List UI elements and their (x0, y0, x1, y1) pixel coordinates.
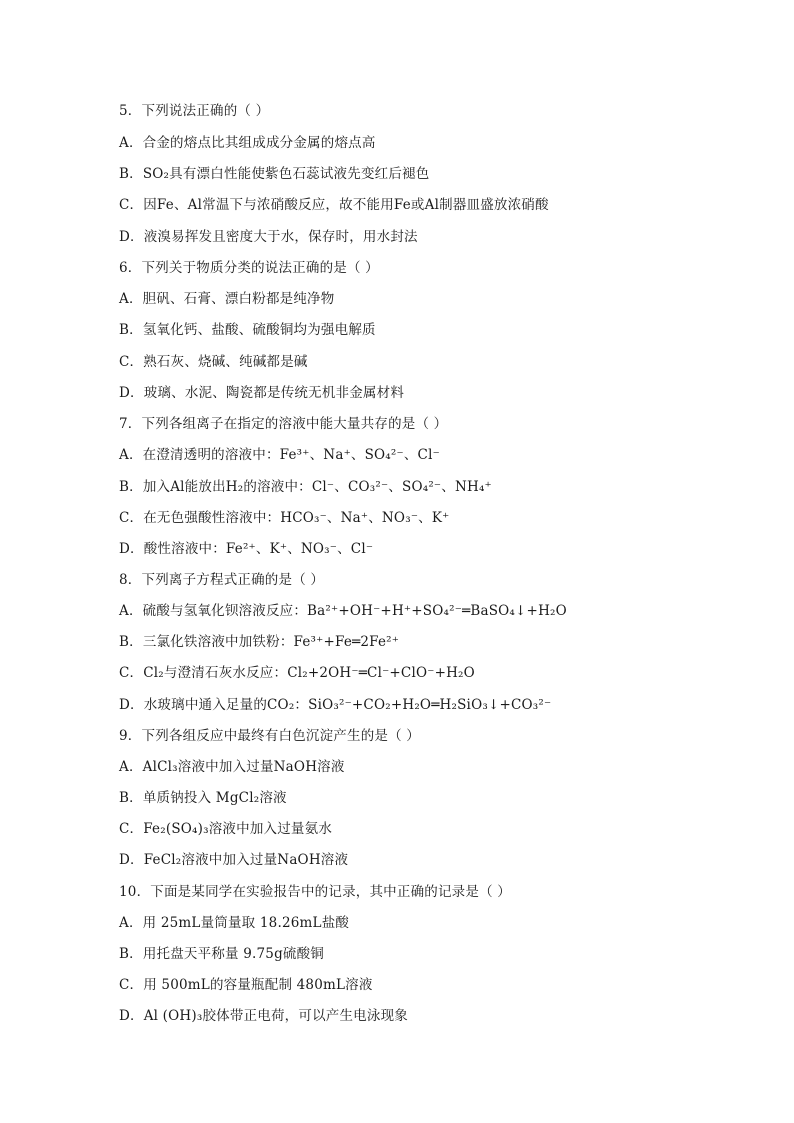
question-8-option-c: C．Cl₂与澄清石灰水反应：Cl₂+2OH⁻═Cl⁻+ClO⁻+H₂O (119, 665, 475, 681)
question-8-option-b: B．三氯化铁溶液中加铁粉：Fe³⁺+Fe═2Fe²⁺ (119, 634, 400, 650)
question-8-stem: 8．下列离子方程式正确的是（ ） (119, 572, 325, 588)
question-10-option-a: A．用 25mL量筒量取 18.26mL盐酸 (119, 915, 350, 931)
question-6-option-c: C．熟石灰、烧碱、纯碱都是碱 (119, 354, 308, 370)
question-6-stem: 6．下列关于物质分类的说法正确的是（ ） (119, 260, 379, 276)
question-10-option-d: D．Al (OH)₃胶体带正电荷，可以产生电泳现象 (119, 1008, 408, 1024)
question-7-option-b: B．加入Al能放出H₂的溶液中：Cl⁻、CO₃²⁻、SO₄²⁻、NH₄⁺ (119, 479, 492, 495)
question-6-option-b: B．氢氧化钙、盐酸、硫酸铜均为强电解质 (119, 322, 376, 338)
question-10-option-c: C．用 500mL的容量瓶配制 480mL溶液 (119, 977, 373, 993)
question-8-option-a: A．硫酸与氢氧化钡溶液反应：Ba²⁺+OH⁻+H⁺+SO₄²⁻═BaSO₄↓+H₂O (119, 603, 567, 619)
question-5-option-a: A．合金的熔点比其组成成分金属的熔点高 (119, 135, 376, 151)
question-9-option-b: B．单质钠投入 MgCl₂溶液 (119, 790, 287, 806)
question-5-option-b: B．SO₂具有漂白性能使紫色石蕊试液先变红后褪色 (119, 166, 430, 182)
question-6-option-a: A．胆矾、石膏、漂白粉都是纯净物 (119, 291, 335, 307)
question-8-option-d: D．水玻璃中通入足量的CO₂：SiO₃²⁻+CO₂+H₂O═H₂SiO₃↓+CO₃²⁻ (119, 697, 552, 713)
question-9-option-d: D．FeCl₂溶液中加入过量NaOH溶液 (119, 852, 349, 868)
question-5-stem: 5．下列说法正确的（ ） (119, 103, 270, 119)
question-10-stem: 10．下面是某同学在实验报告中的记录，其中正确的记录是（ ） (119, 884, 511, 900)
question-7-option-d: D．酸性溶液中：Fe²⁺、K⁺、NO₃⁻、Cl⁻ (119, 541, 374, 557)
question-10-option-b: B．用托盘天平称量 9.75g硫酸铜 (119, 946, 325, 962)
question-7-option-a: A．在澄清透明的溶液中：Fe³⁺、Na⁺、SO₄²⁻、Cl⁻ (119, 447, 440, 463)
question-5-option-d: D．液溴易挥发且密度大于水，保存时，用水封法 (119, 229, 418, 245)
question-6-option-d: D．玻璃、水泥、陶瓷都是传统无机非金属材料 (119, 385, 405, 401)
question-9-option-a: A．AlCl₃溶液中加入过量NaOH溶液 (119, 759, 345, 775)
question-7-stem: 7．下列各组离子在指定的溶液中能大量共存的是（ ） (119, 416, 448, 432)
question-9-option-c: C．Fe₂(SO₄)₃溶液中加入过量氨水 (119, 821, 333, 837)
question-5-option-c: C．因Fe、Al常温下与浓硝酸反应，故不能用Fe或Al制器皿盛放浓硝酸 (119, 197, 549, 213)
question-9-stem: 9．下列各组反应中最终有白色沉淀产生的是（ ） (119, 728, 420, 744)
question-7-option-c: C．在无色强酸性溶液中：HCO₃⁻、Na⁺、NO₃⁻、K⁺ (119, 510, 450, 526)
